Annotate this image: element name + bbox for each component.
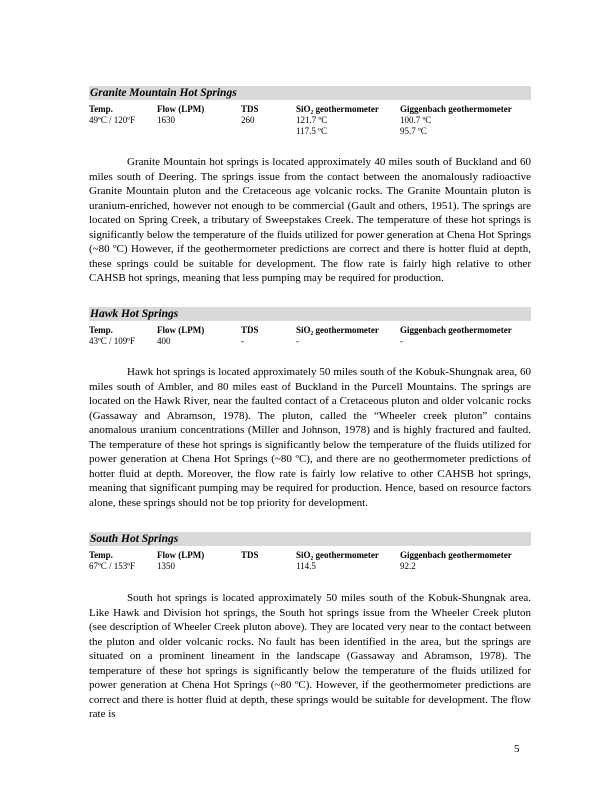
header-sio2: SiO₂ geothermometer — [296, 104, 379, 114]
cell-giggenbach: 95.7 ºC — [400, 126, 427, 136]
paragraph-granite-mountain: Granite Mountain hot springs is located approximately 40 miles south of Buckland and 60 miles south of Deering. The springs issue from the contact between the anomalously radioactive Granite Mountain pluton and the Cretaceous age volcanic rocks. The Granite Mountain pluton is uranium-enriched, however not enough to be commercial (Gault and others, 1951). The springs are located on Spring Creek, a tributary of Sweepstakes Creek. The temperature of these hot springs is significantly below the temperature of the fluids utilized for power generation at Chena Hot Springs (~80 ºC) However, if the geothermometer predictions are correct and there is hotter fluid at depth, these springs could be suitable for development. The flow rate is fairly high relative to other CAHSB hot springs, meaning that less pumping may be required for production. — [89, 156, 531, 284]
page-number: 5 — [514, 743, 520, 755]
section-title: South Hot Springs — [89, 532, 531, 546]
cell-flow — [157, 126, 241, 137]
cell-flow: 1350 — [157, 561, 175, 571]
cell-giggenbach: - — [400, 336, 403, 346]
cell-sio2: 117.5 ºC — [296, 126, 327, 136]
header-giggenbach: Giggenbach geothermometer — [400, 550, 512, 560]
header-sio2: SiO₂ geothermometer — [296, 325, 379, 335]
paragraph-hawk-wrap — [89, 365, 531, 510]
section-title: Granite Mountain Hot Springs — [89, 86, 531, 100]
header-tds: TDS — [241, 325, 259, 335]
table-row — [89, 561, 531, 572]
table-header-row — [89, 549, 531, 561]
paragraph-granite-mountain-wrap — [89, 155, 531, 286]
cell-giggenbach: 92.2 — [400, 561, 416, 571]
cell-flow: 400 — [157, 336, 171, 346]
cell-giggenbach: 100.7 ºC — [400, 115, 432, 125]
header-giggenbach: Giggenbach geothermometer — [400, 104, 512, 114]
cell-temp — [89, 126, 157, 137]
cell-temp: 67ºC / 153ºF — [89, 561, 136, 571]
header-temp: Temp. — [89, 104, 113, 114]
cell-sio2: 114.5 — [296, 561, 316, 571]
header-giggenbach: Giggenbach geothermometer — [400, 325, 512, 335]
cell-sio2: - — [296, 336, 299, 346]
section-south — [89, 532, 531, 572]
header-sio2: SiO₂ geothermometer — [296, 550, 379, 560]
cell-temp: 49ºC / 120ºF — [89, 115, 136, 125]
section-hawk — [89, 307, 531, 347]
table-row — [89, 115, 531, 126]
data-table — [89, 103, 531, 137]
header-tds: TDS — [241, 550, 259, 560]
header-tds: TDS — [241, 104, 259, 114]
section-title: Hawk Hot Springs — [89, 307, 531, 321]
header-temp: Temp. — [89, 325, 113, 335]
paragraph-hawk: Hawk hot springs is located approximately 50 miles south of the Kobuk-Shungnak area, 60 miles south of Ambler, and 80 miles east of Buckland in the Purcell Mountains. The springs are located on the Hawk River, near the faulted contact of a Cretaceous pluton and older volcanic rocks (Gassaway and Abramson, 1978). The pluton, called the “Wheeler creek pluton” contains anomalous uranium concentrations (Miller and Johnson, 1978) and is highly fractured and faulted. The temperature of these hot springs is significantly below the temperature of the fluids utilized for power generation at Chena Hot Springs (~80 ºC), and there are no geothermometer predictions of hotter fluid at depth. Moreover, the flow rate is fairly low relative to other CAHSB hot springs, meaning that significant pumping may be required for production. Hence, based on resource factors alone, these springs should not be top priority for development. — [89, 366, 531, 509]
data-table — [89, 549, 531, 572]
cell-temp: 43ºC / 109ºF — [89, 336, 136, 346]
header-flow: Flow (LPM) — [157, 104, 205, 114]
cell-tds: 260 — [241, 115, 255, 125]
header-temp: Temp. — [89, 550, 113, 560]
cell-tds: - — [241, 336, 244, 346]
table-header-row — [89, 103, 531, 115]
section-granite-mountain — [89, 86, 531, 137]
header-flow: Flow (LPM) — [157, 325, 205, 335]
paragraph-south: South hot springs is located approximately 50 miles south of the Kobuk-Shungnak area. Like Hawk and Division hot springs, the South hot springs issue from the Wheeler Creek pluton (see description of Wheeler Creek pluton above). They are located very near to the contact between the pluton and older volcanic rocks. No fault has been identified in the area, but the springs are situated on a prominent lineament in the landscape (Gassaway and Abramson, 1978). The temperature of these hot springs is significantly below the temperature of the fluids utilized for power generation at Chena Hot Springs (~80 ºC). However, if the geothermometer predictions are correct and there is hotter fluid at depth, these springs would be suitable for development. The flow rate is — [89, 592, 531, 720]
header-flow: Flow (LPM) — [157, 550, 205, 560]
cell-flow: 1630 — [157, 115, 175, 125]
paragraph-south-wrap — [89, 591, 531, 722]
data-table — [89, 324, 531, 347]
cell-tds — [241, 126, 296, 137]
cell-tds — [241, 561, 296, 572]
cell-sio2: 121.7 ºC — [296, 115, 328, 125]
table-header-row — [89, 324, 531, 336]
table-row — [89, 126, 531, 137]
table-row — [89, 336, 531, 347]
